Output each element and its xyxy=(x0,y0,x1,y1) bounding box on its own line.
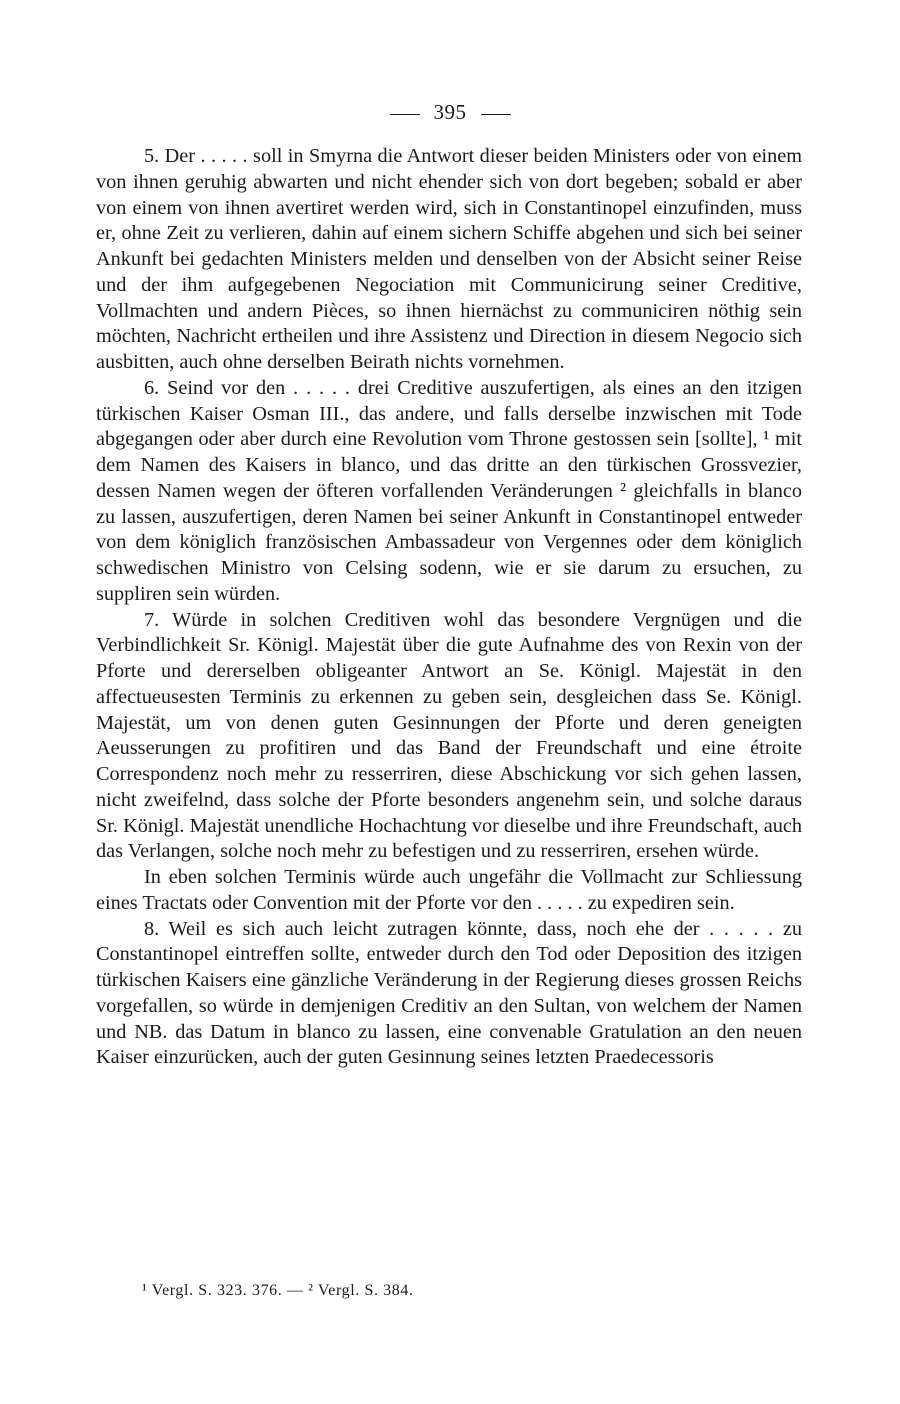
header-dash-right xyxy=(481,114,511,115)
paragraph-8: 8. Weil es sich auch leicht zutragen könnte, dass, noch ehe der . . . . . zu Constantinopel eintreffen sollte, entweder durch den Tod oder Deposition des itzigen türkischen Kaisers eine gänzliche Veränderung in der Regierung dieses grossen Reichs vorgefallen, so würde in demjenigen Creditiv an den Sultan, von welchem der Namen und NB. das Datum in blanco zu lassen, eine convenable Gratulation an den neuen Kaiser einzurücken, auch der guten Gesinnung seines letzten Praedecessoris xyxy=(96,917,802,1069)
footnotes: ¹ Vergl. S. 323. 376. — ² Vergl. S. 384. xyxy=(142,1282,414,1299)
page-number: 395 xyxy=(433,100,467,124)
page-header xyxy=(0,98,900,126)
paragraph-6: 6. Seind vor den . . . . . drei Creditive auszufertigen, als eines an den itzigen türkischen Kaiser Osman III., das andere, und falls derselbe inzwischen mit Tode abgegangen oder aber durch eine Revolution vom Throne gestossen sein [sollte], ¹ mit dem Namen des Kaisers in blanco, und das dritte an den türkischen Grossvezier, dessen Namen wegen der öfteren vorfallenden Veränderungen ² gleichfalls in blanco zu lassen, auszufertigen, deren Namen bei seiner Ankunft in Constantinopel entweder von dem königlich französischen Ambassadeur von Vergennes oder dem königlich schwedischen Ministro von Celsing sodenn, wie er sie darum zu ersuchen, zu suppliren sein würden. xyxy=(96,376,802,605)
main-text xyxy=(96,144,802,1071)
paragraph-7: 7. Würde in solchen Creditiven wohl das besondere Vergnügen und die Verbindlichkeit Sr. Königl. Majestät über die gute Aufnahme des von Rexin von der Pforte und dererselben obligeanter Antwort an Se. Königl. Majestät in den affectueusesten Terminis zu erkennen zu geben sein, desgleichen dass Se. Königl. Majestät, um von denen guten Gesinnungen der Pforte und deren geneigten Aeusserungen zu profitiren und das Band der Freundschaft und eine étroite Correspondenz noch mehr zu resserriren, diese Abschickung vor sich gehen lassen, nicht zweifelnd, dass solche der Pforte besonders angenehm sein, und solche daraus Sr. Königl. Majestät unendliche Hochachtung vor dieselbe und ihre Freundschaft, auch das Verlangen, solche noch mehr zu befestigen und zu resserriren, ersehen würde. xyxy=(96,608,802,863)
paragraph-5: 5. Der . . . . . soll in Smyrna die Antwort dieser beiden Ministers oder von einem von ihnen geruhig abwarten und nicht ehender sich von dort begeben; sobald er aber von einem von ihnen avertiret werden wird, sich in Constantinopel einzufinden, muss er, ohne Zeit zu verlieren, dahin auf einem sichern Schiffe abgehen und sich bei seiner Ankunft bei gedachten Ministers melden und denselben von der Absicht seiner Reise und der ihm aufgegebenen Negociation mit Communicirung seiner Creditive, Vollmachten und andern Pièces, so ihnen hiernächst zu communiciren nöthig sein möchten, Nachricht ertheilen und ihre Assistenz und Direction in diesem Negocio sich ausbitten, auch ohne derselben Beirath nichts vornehmen. xyxy=(96,145,802,373)
header-dash-left xyxy=(390,114,420,115)
paragraph-vollmacht: In eben solchen Terminis würde auch ungefähr die Vollmacht zur Schliessung eines Tractats oder Convention mit der Pforte vor den . . . . . zu expediren sein. xyxy=(96,866,802,914)
